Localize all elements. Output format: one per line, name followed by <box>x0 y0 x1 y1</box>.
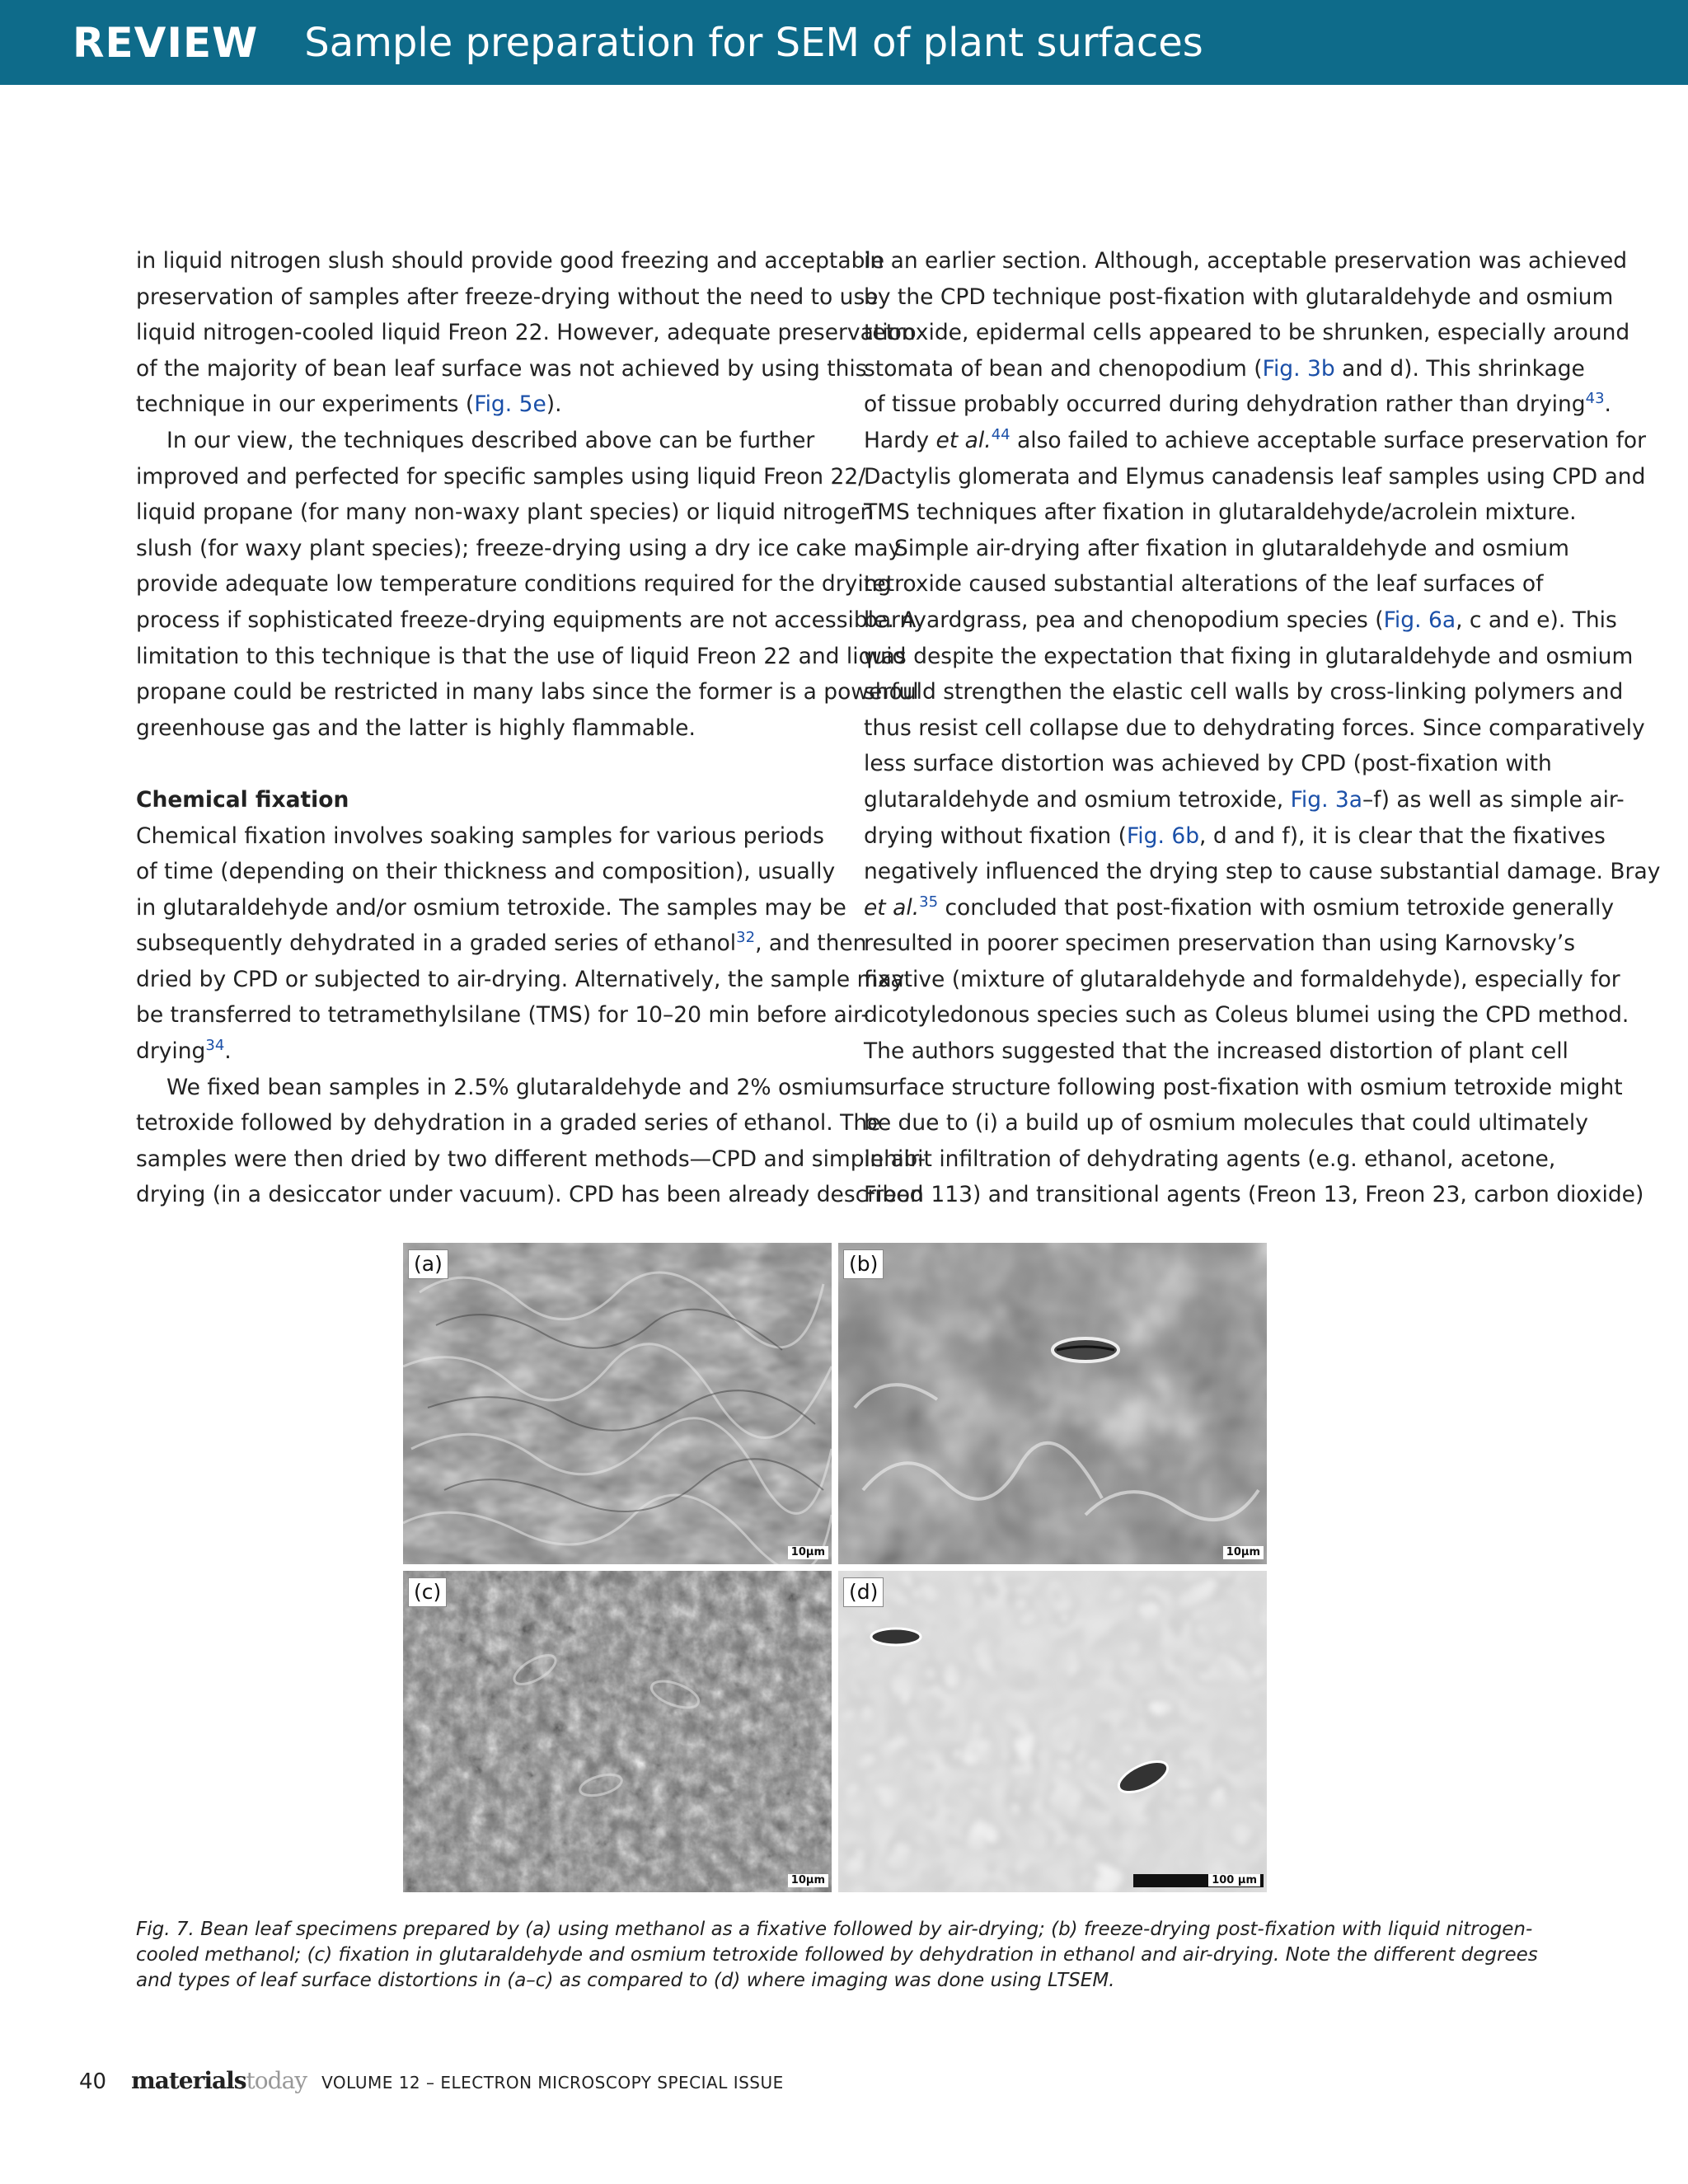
header-banner <box>0 0 1688 85</box>
sem-image-c <box>403 1571 832 1892</box>
right-column <box>864 243 1661 1213</box>
paragraph-1: in liquid nitrogen slush should provide good freezing and acceptable preservation of samples after freeze-drying without the need to use liquid nitrogen-cooled liquid Freon 22. However, adequate preservation of the majority of bean leaf surface was not achieved by using this technique in our experiments (Fig. 5e). <box>136 248 916 418</box>
fig-5e-link[interactable]: Fig. 5e <box>474 391 546 418</box>
journal-logo-light: today <box>246 2067 307 2094</box>
paragraph-3: Chemical fixation involves soaking samples for various periods of time (depending on their thickness and composition), usually in glutaraldehyde and/or osmium tetroxide. The samples may be subsequently dehydrated in a graded series of ethanol$^{32}$, and then dried by CPD or subjected to air-drying. Alternatively, the sample may be transferred to tetramethylsilane (TMS) for 10–20 min before air- drying$^{34}$. <box>136 823 905 1065</box>
scale-bar-c: 10μm <box>788 1874 828 1887</box>
paragraph-2: In our view, the techniques described above can be further improved and perfected for specific samples using liquid Freon 22/ liquid propane (for many non-waxy plant species) or liquid nitrogen slush (for waxy plant species); freeze-drying using a dry ice cake may provide adequate low temperature conditions required for the drying process if sophisticated freeze-drying equipments are not accessible. A limitation to this technique is that the use of liquid Freon 22 and liquid propane could be restricted in many labs since the former is a powerful greenhouse gas and the latter is highly flammable. <box>136 427 919 741</box>
sem-image-b <box>838 1243 1267 1564</box>
paragraph-6: Simple air-drying after fixation in glutaraldehyde and osmium tetroxide caused substantial alterations of the leaf surfaces of barnyardgrass, pea and chenopodium species (Fig. 6a, c and e). This was despite the expectation that fixing in glutaraldehyde and osmium should strengthen the elastic cell walls by cross-linking polymers and thus resist cell collapse due to dehydrating forces. Since comparatively less surface distortion was achieved by CPD (post-fixation with glutaraldehyde and osmium tetroxide, Fig. 3a–f) as well as simple air- drying without fixation (Fig. 6b, d and f), it is clear that the fixatives negatively influenced the drying step to cause substantial damage. Bray et al.$^{35}$ concluded that post-fixation with osmium tetroxide generally resulted in poorer specimen preservation than using Karnovsky’s fixative (mixture of glutaraldehyde and formaldehyde), especially for dicotyledonous species such as Coleus blumei using the CPD method. The authors suggested that the increased distortion of plant cell surface structure following post-fixation with osmium tetroxide might be due to (i) a build up of osmium molecules that could ultimately inhibit infiltration of dehydrating agents (e.g. ethanol, acetone, Freon 113) and transitional agents (Freon 13, Freon 23, carbon dioxide) <box>864 535 1661 1208</box>
sem-image-d <box>838 1571 1267 1892</box>
fig-3a-link[interactable]: Fig. 3a <box>1290 786 1363 813</box>
panel-label-c: (c) <box>408 1577 447 1607</box>
ref-43-link[interactable]: 43 <box>1585 390 1605 408</box>
sem-panel-c <box>403 1571 832 1892</box>
left-column <box>136 243 926 1213</box>
scale-bar-d: 100 μm <box>1133 1874 1264 1887</box>
journal-logo-bold: materials <box>131 2067 246 2094</box>
ref-35-link[interactable]: 35 <box>919 893 939 911</box>
panel-label-d: (d) <box>843 1577 884 1607</box>
ref-34-link[interactable]: 34 <box>205 1037 225 1055</box>
issue-info: VOLUME 12 – ELECTRON MICROSCOPY SPECIAL ISSUE <box>321 2073 784 2093</box>
sem-panel-b <box>838 1243 1267 1564</box>
fig-3b-link[interactable]: Fig. 3b <box>1262 355 1335 382</box>
paragraph-4: We fixed bean samples in 2.5% glutaraldehyde and 2% osmium tetroxide followed by dehydration in a graded series of ethanol. The samples were then dried by two different methods—CPD and simple air- drying (in a desiccator under vacuum). CPD has been already described <box>136 1074 926 1208</box>
sem-image-a <box>403 1243 832 1564</box>
panel-label-b: (b) <box>843 1249 884 1279</box>
stoma-d1 <box>871 1629 921 1645</box>
figure-7 <box>403 1243 1270 1894</box>
section-heading-chemical-fixation: Chemical fixation <box>136 786 349 813</box>
section-kicker: REVIEW <box>73 18 259 67</box>
scale-bar-b: 10μm <box>1223 1546 1264 1559</box>
page-number: 40 <box>79 2069 107 2094</box>
scale-bar-a: 10μm <box>788 1546 828 1559</box>
panel-label-a: (a) <box>408 1249 448 1279</box>
sem-panel-d <box>838 1571 1267 1892</box>
sem-panel-a <box>403 1243 832 1564</box>
fig-6a-link[interactable]: Fig. 6a <box>1383 607 1456 633</box>
page-footer <box>79 2067 784 2094</box>
ref-32-link[interactable]: 32 <box>736 929 756 947</box>
fig-6b-link[interactable]: Fig. 6b <box>1126 823 1200 849</box>
ref-44-link[interactable]: 44 <box>991 426 1010 444</box>
running-title: Sample preparation for SEM of plant surfaces <box>304 19 1203 66</box>
paragraph-5: in an earlier section. Although, acceptable preservation was achieved by the CPD technique post-fixation with glutaraldehyde and osmium tetroxide, epidermal cells appeared to be shrunken, especially around stomata of bean and chenopodium (Fig. 3b and d). This shrinkage of tissue probably occurred during dehydration rather than drying$^{43}$. Hardy et al.$^{44}$ also failed to achieve acceptable surface preservation for Dactylis glomerata and Elymus canadensis leaf samples using CPD and TMS techniques after fixation in glutaraldehyde/acrolein mixture. <box>864 248 1647 526</box>
figure-caption: Fig. 7. Bean leaf specimens prepared by (a) using methanol as a fixative followed by air-drying; (b) freeze-drying post-fixation with liquid nitrogen-cooled methanol; (c) fixation in glutaraldehyde and osmium tetroxide followed by dehydration in ethanol and air-drying. Note the different degrees and types of leaf surface distortions in (a–c) as compared to (d) where imaging was done using LTSEM. <box>136 1919 1538 1991</box>
